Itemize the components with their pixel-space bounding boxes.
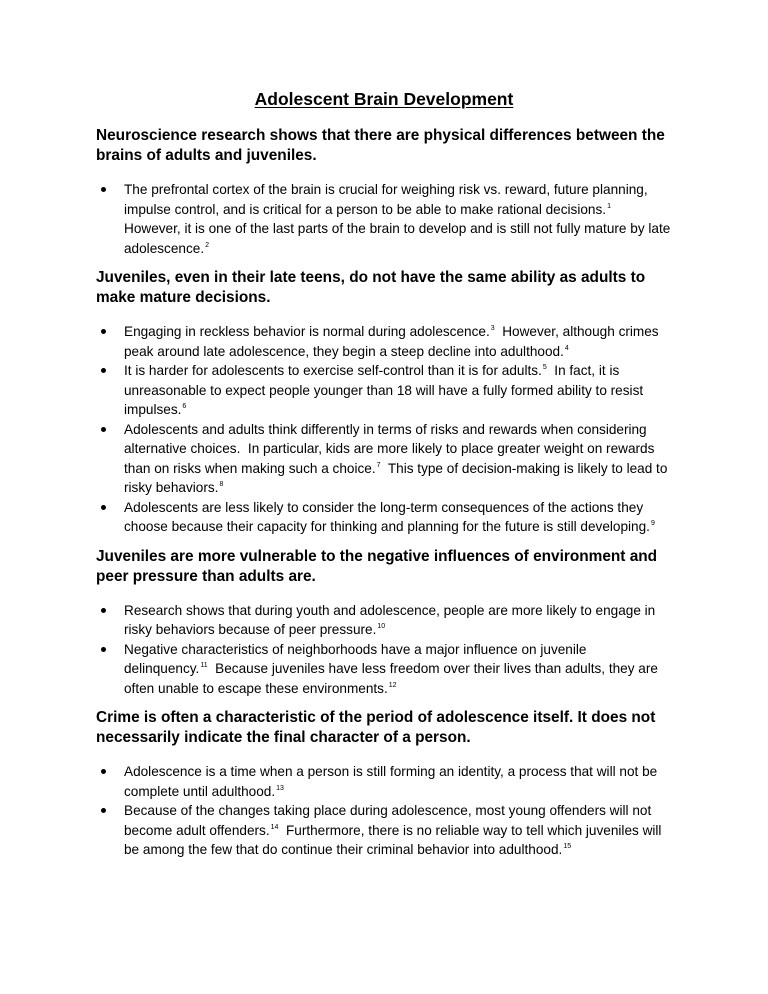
bullet-item [96,322,672,361]
bullet-text: It is harder for adolescents to exercise self-control than it is for adults. [124,363,542,378]
document-body [96,126,672,860]
footnote-ref: 11 [200,662,208,670]
bullet-text: Adolescents are less likely to consider the long-term consequences of the actions they choose because their capacity for thinking and planning for the future is still developing. [124,499,650,534]
bullet-item [96,180,672,258]
footnote-ref: 9 [650,520,655,528]
footnote-ref: 7 [376,461,381,469]
footnote-ref: 6 [182,403,187,411]
footnote-ref: 1 [607,202,611,210]
bullet-text: Adolescence is a time when a person is still forming an identity, a process that will not be complete until adulthood. [124,764,658,799]
section-3 [96,547,672,699]
footnote-ref: 3 [490,325,495,333]
bullet-item [96,640,672,699]
bullet-text: This type of decision-making is likely to lead to risky behaviors. [124,460,668,495]
bullet-list [96,322,672,537]
bullet-list [96,180,672,258]
footnote-ref: 12 [388,681,397,689]
footnote-ref: 14 [270,823,279,831]
footnote-ref: 4 [564,344,569,352]
section-heading: Crime is often a characteristic of the period of adolescence itself. It does not necessarily indicate the final character of a person. [96,709,656,746]
bullet-text: However, it is one of the last parts of the brain to develop and is still not fully mature by late adolescence. [124,201,671,256]
footnote-ref: 8 [219,481,224,489]
footnote-ref: 15 [563,843,572,851]
section-2 [96,268,672,537]
bullet-item [96,361,672,420]
footnote-ref: 2 [205,241,210,249]
section-1 [96,126,672,258]
bullet-text: Because juveniles have less freedom over their lives than adults, they are often unable to escape these environments. [124,661,658,696]
bullet-text: Negative characteristics of neighborhoods have a major influence on juvenile delinquency. [124,641,587,676]
bullet-list [96,601,672,699]
section-heading: Juveniles are more vulnerable to the negative influences of environment and peer pressure than adults are. [96,547,658,585]
footnote-ref: 10 [377,623,386,631]
section-heading: Juveniles, even in their late teens, do not have the same ability as adults to make mature decisions. [96,269,646,306]
section-heading: Neuroscience research shows that there are physical differences between the brains of adults and juveniles. [96,127,665,164]
section-4 [96,708,672,860]
bullet-text: However, although crimes peak around late adolescence, they begin a steep decline into adulthood. [124,324,659,359]
bullet-text: In fact, it is unreasonable to expect people younger than 18 will have a fully formed ability to resist impulses. [124,363,644,417]
bullet-text: Engaging in reckless behavior is normal during adolescence. [124,324,490,339]
bullet-text: Because of the changes taking place during adolescence, most young offenders will not become adult offenders. [124,803,652,838]
bullet-item [96,498,672,537]
bullet-text: The prefrontal cortex of the brain is crucial for weighing risk vs. reward, future planning, impulse control, and is critical for a person to be able to make rational decisions. [124,182,648,217]
footnote-ref: 5 [542,364,547,372]
bullet-item [96,762,672,801]
bullet-item [96,601,672,640]
bullet-item [96,801,672,860]
document-title: Adolescent Brain Development [254,89,514,109]
footnote-ref: 13 [276,784,284,792]
bullet-text: Furthermore, there is no reliable way to tell which juveniles will be among the few that do continue their criminal behavior into adulthood. [124,822,662,857]
bullet-text: Research shows that during youth and adolescence, people are more likely to engage in risky behaviors because of peer pressure. [124,602,656,637]
bullet-text: Adolescents and adults think differently in terms of risks and rewards when considering alternative choices. In particular, kids are more likely to place greater weight on rewards than on risks when making such a choice. [124,421,655,476]
bullet-item [96,420,672,498]
bullet-list [96,762,672,860]
